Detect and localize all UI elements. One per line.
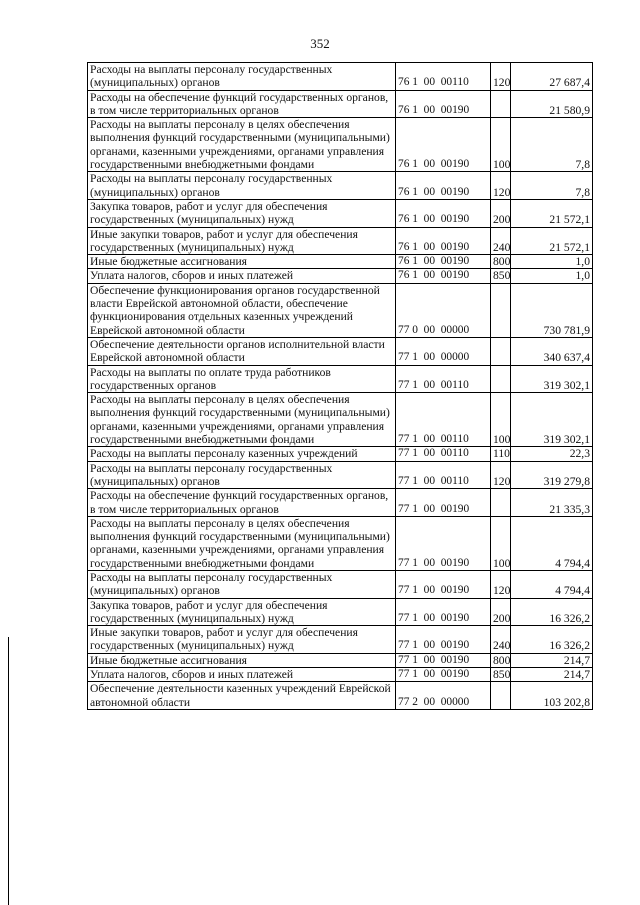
row-expense-type — [491, 682, 511, 710]
row-code: 77 1 00 00190 — [396, 570, 491, 598]
row-name: Расходы на выплаты персоналу в целях обеспечения выполнения функций государственными (муниципальными) органами, казенными учреждениями, органами управления государственными внебюджетными фондами — [88, 516, 396, 570]
row-code: 77 1 00 00110 — [396, 365, 491, 393]
row-name: Расходы на выплаты персоналу государственных (муниципальных) органов — [88, 461, 396, 489]
row-amount: 7,8 — [511, 118, 593, 172]
row-amount: 103 202,8 — [511, 682, 593, 710]
row-name: Уплата налогов, сборов и иных платежей — [88, 269, 396, 283]
row-expense-type — [491, 283, 511, 337]
row-amount: 730 781,9 — [511, 283, 593, 337]
row-amount: 214,7 — [511, 653, 593, 667]
row-expense-type: 850 — [491, 668, 511, 682]
row-expense-type: 800 — [491, 653, 511, 667]
row-code: 76 1 00 00190 — [396, 118, 491, 172]
row-name: Иные закупки товаров, работ и услуг для обеспечения государственных (муниципальных) нужд — [88, 626, 396, 654]
row-expense-type — [491, 489, 511, 517]
row-expense-type: 100 — [491, 393, 511, 447]
table-row — [88, 283, 593, 337]
row-amount: 21 572,1 — [511, 227, 593, 255]
row-expense-type: 120 — [491, 461, 511, 489]
margin-line — [8, 637, 9, 905]
table-row — [88, 461, 593, 489]
row-code: 76 1 00 00110 — [396, 63, 491, 91]
row-code: 77 2 00 00000 — [396, 682, 491, 710]
row-name: Расходы на выплаты персоналу в целях обеспечения выполнения функций государственными (муниципальными) органами, казенными учреждениями, органами управления государственными внебюджетными фондами — [88, 393, 396, 447]
row-expense-type: 110 — [491, 447, 511, 461]
row-expense-type: 240 — [491, 227, 511, 255]
table-row — [88, 227, 593, 255]
table-row — [88, 682, 593, 710]
row-code: 76 1 00 00190 — [396, 90, 491, 118]
row-expense-type: 120 — [491, 172, 511, 200]
row-code: 76 1 00 00190 — [396, 269, 491, 283]
row-amount: 319 279,8 — [511, 461, 593, 489]
row-name: Расходы на выплаты по оплате труда работников государственных органов — [88, 365, 396, 393]
table-row — [88, 172, 593, 200]
table-row — [88, 489, 593, 517]
table-row — [88, 255, 593, 269]
table-row — [88, 337, 593, 365]
row-code: 77 1 00 00190 — [396, 598, 491, 626]
row-expense-type — [491, 337, 511, 365]
row-name: Иные бюджетные ассигнования — [88, 255, 396, 269]
row-amount: 21 335,3 — [511, 489, 593, 517]
row-code: 77 1 00 00190 — [396, 516, 491, 570]
table-row — [88, 393, 593, 447]
row-amount: 21 580,9 — [511, 90, 593, 118]
row-name: Расходы на обеспечение функций государственных органов, в том числе территориальных органов — [88, 90, 396, 118]
row-code: 77 1 00 00190 — [396, 653, 491, 667]
row-name: Расходы на выплаты персоналу в целях обеспечения выполнения функций государственными (муниципальными) органами, казенными учреждениями, органами управления государственными внебюджетными фондами — [88, 118, 396, 172]
table-row — [88, 626, 593, 654]
row-expense-type: 120 — [491, 63, 511, 91]
row-name: Обеспечение функционирования органов государственной власти Еврейской автономной области, обеспечение функционирования отдельных казенных учреждений Еврейской автономной области — [88, 283, 396, 337]
row-amount: 16 326,2 — [511, 626, 593, 654]
row-expense-type: 240 — [491, 626, 511, 654]
row-name: Уплата налогов, сборов и иных платежей — [88, 668, 396, 682]
table-row — [88, 90, 593, 118]
table-row — [88, 516, 593, 570]
row-expense-type — [491, 365, 511, 393]
row-amount: 7,8 — [511, 172, 593, 200]
row-expense-type: 120 — [491, 570, 511, 598]
row-expense-type: 100 — [491, 516, 511, 570]
row-amount: 340 637,4 — [511, 337, 593, 365]
row-code: 76 1 00 00190 — [396, 255, 491, 269]
row-name: Расходы на выплаты персоналу казенных учреждений — [88, 447, 396, 461]
row-name: Расходы на обеспечение функций государственных органов, в том числе территориальных органов — [88, 489, 396, 517]
table-row — [88, 570, 593, 598]
row-amount: 21 572,1 — [511, 199, 593, 227]
row-amount: 319 302,1 — [511, 365, 593, 393]
row-code: 77 1 00 00000 — [396, 337, 491, 365]
row-code: 77 1 00 00190 — [396, 626, 491, 654]
row-name: Закупка товаров, работ и услуг для обеспечения государственных (муниципальных) нужд — [88, 598, 396, 626]
row-code: 77 1 00 00110 — [396, 393, 491, 447]
row-expense-type: 800 — [491, 255, 511, 269]
row-code: 76 1 00 00190 — [396, 227, 491, 255]
row-name: Расходы на выплаты персоналу государственных (муниципальных) органов — [88, 570, 396, 598]
row-code: 77 1 00 00110 — [396, 461, 491, 489]
row-amount: 16 326,2 — [511, 598, 593, 626]
row-amount: 319 302,1 — [511, 393, 593, 447]
budget-table-body — [88, 63, 593, 710]
table-row — [88, 63, 593, 91]
row-name: Закупка товаров, работ и услуг для обеспечения государственных (муниципальных) нужд — [88, 199, 396, 227]
row-amount: 22,3 — [511, 447, 593, 461]
row-code: 76 1 00 00190 — [396, 172, 491, 200]
table-row — [88, 365, 593, 393]
row-code: 77 1 00 00110 — [396, 447, 491, 461]
table-row — [88, 269, 593, 283]
row-amount: 1,0 — [511, 269, 593, 283]
row-code: 77 1 00 00190 — [396, 489, 491, 517]
table-row — [88, 598, 593, 626]
page-number: 352 — [310, 36, 330, 51]
budget-table — [87, 62, 593, 710]
table-row — [88, 447, 593, 461]
table-row — [88, 668, 593, 682]
row-amount: 4 794,4 — [511, 516, 593, 570]
row-expense-type: 850 — [491, 269, 511, 283]
row-code: 76 1 00 00190 — [396, 199, 491, 227]
row-name: Обеспечение деятельности казенных учреждений Еврейской автономной области — [88, 682, 396, 710]
row-name: Расходы на выплаты персоналу государственных (муниципальных) органов — [88, 172, 396, 200]
table-row — [88, 118, 593, 172]
row-amount: 214,7 — [511, 668, 593, 682]
table-row — [88, 653, 593, 667]
table-row — [88, 199, 593, 227]
row-amount: 1,0 — [511, 255, 593, 269]
row-amount: 27 687,4 — [511, 63, 593, 91]
row-expense-type: 200 — [491, 199, 511, 227]
row-amount: 4 794,4 — [511, 570, 593, 598]
row-name: Расходы на выплаты персоналу государственных (муниципальных) органов — [88, 63, 396, 91]
row-expense-type: 100 — [491, 118, 511, 172]
row-code: 77 1 00 00190 — [396, 668, 491, 682]
row-expense-type: 200 — [491, 598, 511, 626]
row-expense-type — [491, 90, 511, 118]
row-name: Иные бюджетные ассигнования — [88, 653, 396, 667]
row-name: Обеспечение деятельности органов исполнительной власти Еврейской автономной области — [88, 337, 396, 365]
row-code: 77 0 00 00000 — [396, 283, 491, 337]
row-name: Иные закупки товаров, работ и услуг для обеспечения государственных (муниципальных) нужд — [88, 227, 396, 255]
